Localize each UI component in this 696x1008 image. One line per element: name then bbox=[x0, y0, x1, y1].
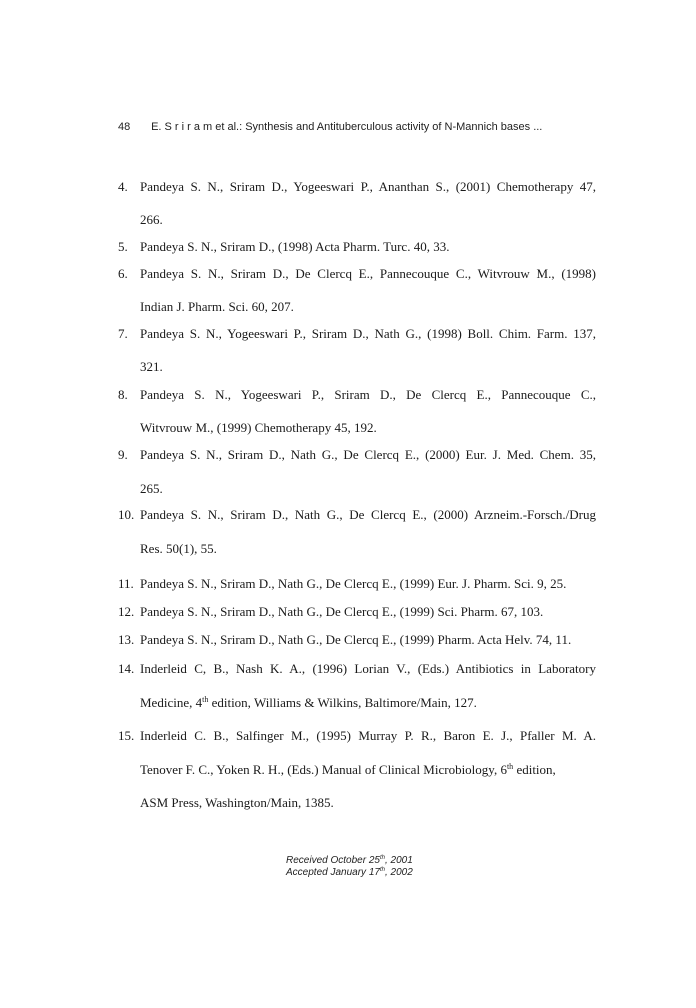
reference-text: ASM Press, Washington/Main, 1385. bbox=[140, 795, 334, 810]
reference-number: 13. bbox=[118, 632, 135, 647]
received-text: Received October 25 bbox=[286, 855, 380, 866]
reference-text: 321. bbox=[140, 359, 163, 374]
received-year: , 2001 bbox=[384, 855, 413, 866]
reference-number: 6. bbox=[118, 266, 128, 281]
reference-number: 4. bbox=[118, 179, 128, 194]
reference-text: Pandeya S. N., Sriram D., Yogeeswari P., Ananthan S., (2001) Chemotherapy 47, bbox=[140, 179, 596, 194]
accepted-year: , 2002 bbox=[384, 867, 413, 878]
reference-text: Pandeya S. N., Sriram D., Nath G., De Clercq E., (2000) Arzneim.-Forsch./Drug bbox=[140, 507, 596, 522]
reference-text: Witvrouw M., (1999) Chemotherapy 45, 192. bbox=[140, 420, 377, 435]
superscript: th bbox=[506, 762, 514, 771]
reference-number: 7. bbox=[118, 326, 128, 341]
reference-number: 14. bbox=[118, 661, 135, 676]
received-date bbox=[286, 855, 413, 867]
reference-text: Indian J. Pharm. Sci. 60, 207. bbox=[140, 299, 294, 314]
reference-number: 5. bbox=[118, 239, 128, 254]
reference-text: 265. bbox=[140, 481, 163, 496]
reference-text: Pandeya S. N., Sriram D., Nath G., De Clercq E., (2000) Eur. J. Med. Chem. 35, bbox=[140, 447, 596, 462]
accepted-text: Accepted January 17 bbox=[286, 867, 380, 878]
reference-number: 8. bbox=[118, 387, 128, 402]
reference-text: 266. bbox=[140, 212, 163, 227]
reference-text: Inderleid C. B., Salfinger M., (1995) Murray P. R., Baron E. J., Pfaller M. A. bbox=[140, 728, 596, 743]
reference-text-part: edition, bbox=[513, 762, 556, 777]
reference-text: Pandeya S. N., Sriram D., Nath G., De Clercq E., (1999) Sci. Pharm. 67, 103. bbox=[140, 604, 544, 619]
reference-text: Pandeya S. N., Sriram D., De Clercq E., Pannecouque C., Witvrouw M., (1998) bbox=[140, 266, 596, 281]
reference-text: Pandeya S. N., Sriram D., Nath G., De Clercq E., (1999) Pharm. Acta Helv. 74, 11. bbox=[140, 632, 572, 647]
reference-text-part: edition, Williams & Wilkins, Baltimore/Main, 127. bbox=[208, 695, 477, 710]
header-title: et al.: Synthesis and Antituberculous activity of N-Mannich bases ... bbox=[215, 121, 543, 133]
received-accepted-dates bbox=[286, 855, 413, 879]
superscript: th bbox=[202, 695, 209, 704]
reference-text bbox=[140, 695, 477, 711]
reference-number: 15. bbox=[118, 728, 135, 743]
reference-text bbox=[140, 762, 556, 778]
reference-number: 10. bbox=[118, 507, 135, 522]
reference-number: 12. bbox=[118, 604, 135, 619]
reference-text: Pandeya S. N., Yogeeswari P., Sriram D., De Clercq E., Pannecouque C., bbox=[140, 387, 596, 402]
superscript: th bbox=[379, 855, 385, 861]
reference-text: Pandeya S. N., Yogeeswari P., Sriram D., Nath G., (1998) Boll. Chim. Farm. 137, bbox=[140, 326, 596, 341]
running-header bbox=[118, 121, 542, 133]
reference-text: Inderleid C, B., Nash K. A., (1996) Lorian V., (Eds.) Antibiotics in Laboratory bbox=[140, 661, 596, 676]
superscript: th bbox=[379, 867, 385, 873]
reference-number: 9. bbox=[118, 447, 128, 462]
reference-text: Pandeya S. N., Sriram D., (1998) Acta Pharm. Turc. 40, 33. bbox=[140, 239, 450, 254]
header-author: E. S r i r a m bbox=[151, 121, 213, 133]
reference-text: Res. 50(1), 55. bbox=[140, 541, 217, 556]
page-number: 48 bbox=[118, 121, 131, 133]
reference-number: 11. bbox=[118, 576, 134, 591]
reference-text-part: Tenover F. C., Yoken R. H., (Eds.) Manual of Clinical Microbiology, 6 bbox=[140, 762, 507, 777]
reference-text: Pandeya S. N., Sriram D., Nath G., De Clercq E., (1999) Eur. J. Pharm. Sci. 9, 25. bbox=[140, 576, 567, 591]
accepted-date bbox=[286, 867, 413, 879]
reference-text-part: Medicine, 4 bbox=[140, 695, 203, 710]
